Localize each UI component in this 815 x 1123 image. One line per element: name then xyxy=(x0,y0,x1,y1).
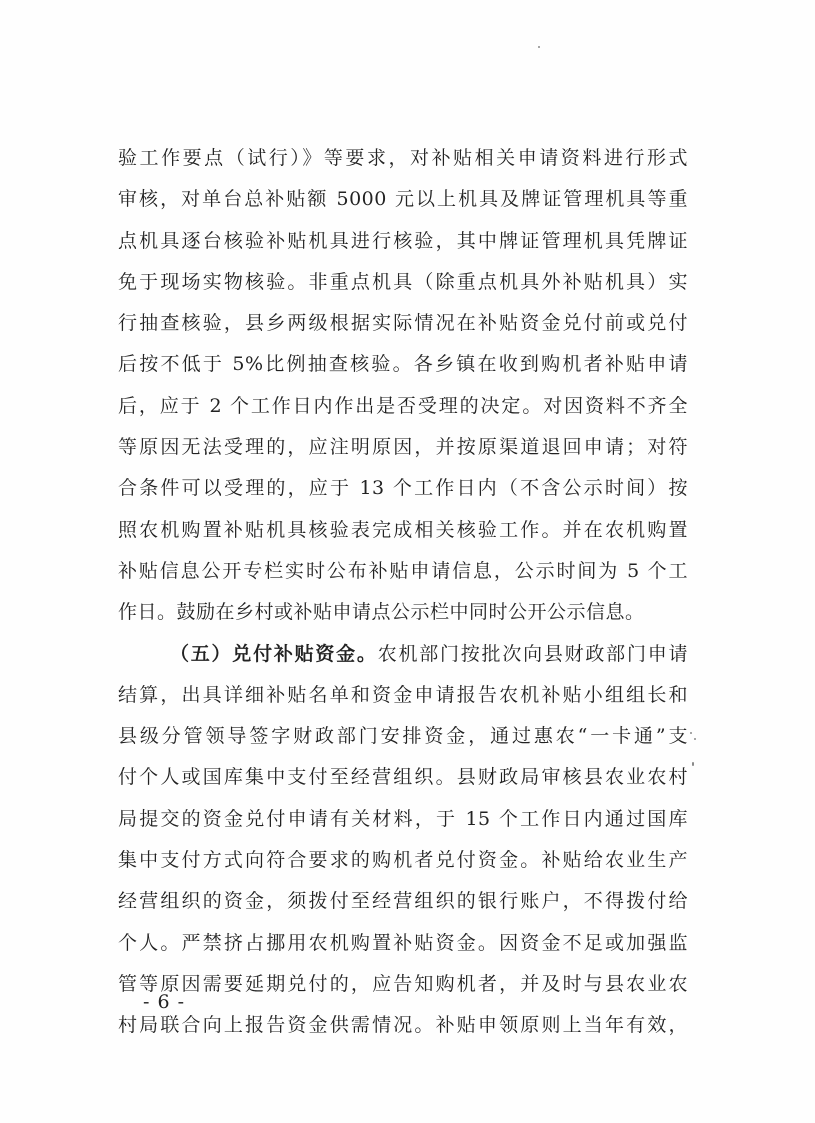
text-line: 作日。鼓励在乡村或补贴申请点公示栏中同时公开公示信息。 xyxy=(118,601,645,624)
document-body xyxy=(118,138,688,1047)
section-first-line xyxy=(118,634,688,675)
text-line: 后按不低于 5%比例抽查核验。各乡镇在收到购机者补贴申请 xyxy=(118,353,688,376)
text-line: 免于现场实物核验。非重点机具（除重点机具外补贴机具）实 xyxy=(118,270,688,293)
scan-speck xyxy=(692,762,694,766)
text-line: 管等原因需要延期兑付的，应告知购机者，并及时与县农业农 xyxy=(118,972,688,995)
text-line: 照农机购置补贴机具核验表完成相关核验工作。并在农机购置 xyxy=(118,518,688,541)
text-line: 村局联合向上报告资金供需情况。补贴申领原则上当年有效， xyxy=(118,1014,688,1037)
text-line: 结算，出具详细补贴名单和资金申请报告农机补贴小组组长和 xyxy=(118,683,688,706)
scan-speck xyxy=(538,46,540,48)
text-line: 等原因无法受理的，应注明原因，并按原渠道退回申请；对符 xyxy=(118,436,688,459)
section-heading: （五）兑付补贴资金。 xyxy=(170,642,378,665)
text-line: 集中支付方式向符合要求的购机者兑付资金。补贴给农业生产 xyxy=(118,849,688,872)
page-number: - 6 - xyxy=(143,991,186,1013)
section-first-line-text: 农机部门按批次向县财政部门申请 xyxy=(377,642,688,665)
text-line: 审核，对单台总补贴额 5000 元以上机具及牌证管理机具等重 xyxy=(118,188,688,211)
text-line: 县级分管领导签字财政部门安排资金，通过惠农“一卡通”支 xyxy=(118,725,688,748)
text-line: 验工作要点（试行）》等要求，对补贴相关申请资料进行形式 xyxy=(118,147,688,169)
text-line: 后，应于 2 个工作日内作出是否受理的决定。对因资料不齐全 xyxy=(118,394,688,417)
text-line: 局提交的资金兑付申请有关材料，于 15 个工作日内通过国库 xyxy=(118,807,688,830)
scan-speck xyxy=(694,738,696,740)
text-line: 个人。严禁挤占挪用农机购置补贴资金。因资金不足或加强监 xyxy=(118,931,688,954)
text-line: 经营组织的资金，须拨付至经营组织的银行账户，不得拨付给 xyxy=(118,890,688,913)
text-line: 行抽查核验，县乡两级根据实际情况在补贴资金兑付前或兑付 xyxy=(118,312,688,335)
text-line: 付个人或国库集中支付至经营组织。县财政局审核县农业农村 xyxy=(118,766,688,789)
text-line: 点机具逐台核验补贴机具进行核验，其中牌证管理机具凭牌证 xyxy=(118,229,688,252)
text-line: 补贴信息公开专栏实时公布补贴申请信息，公示时间为 5 个工 xyxy=(118,559,688,582)
text-line: 合条件可以受理的，应于 13 个工作日内（不含公示时间）按 xyxy=(118,477,688,500)
scan-speck xyxy=(690,732,692,734)
